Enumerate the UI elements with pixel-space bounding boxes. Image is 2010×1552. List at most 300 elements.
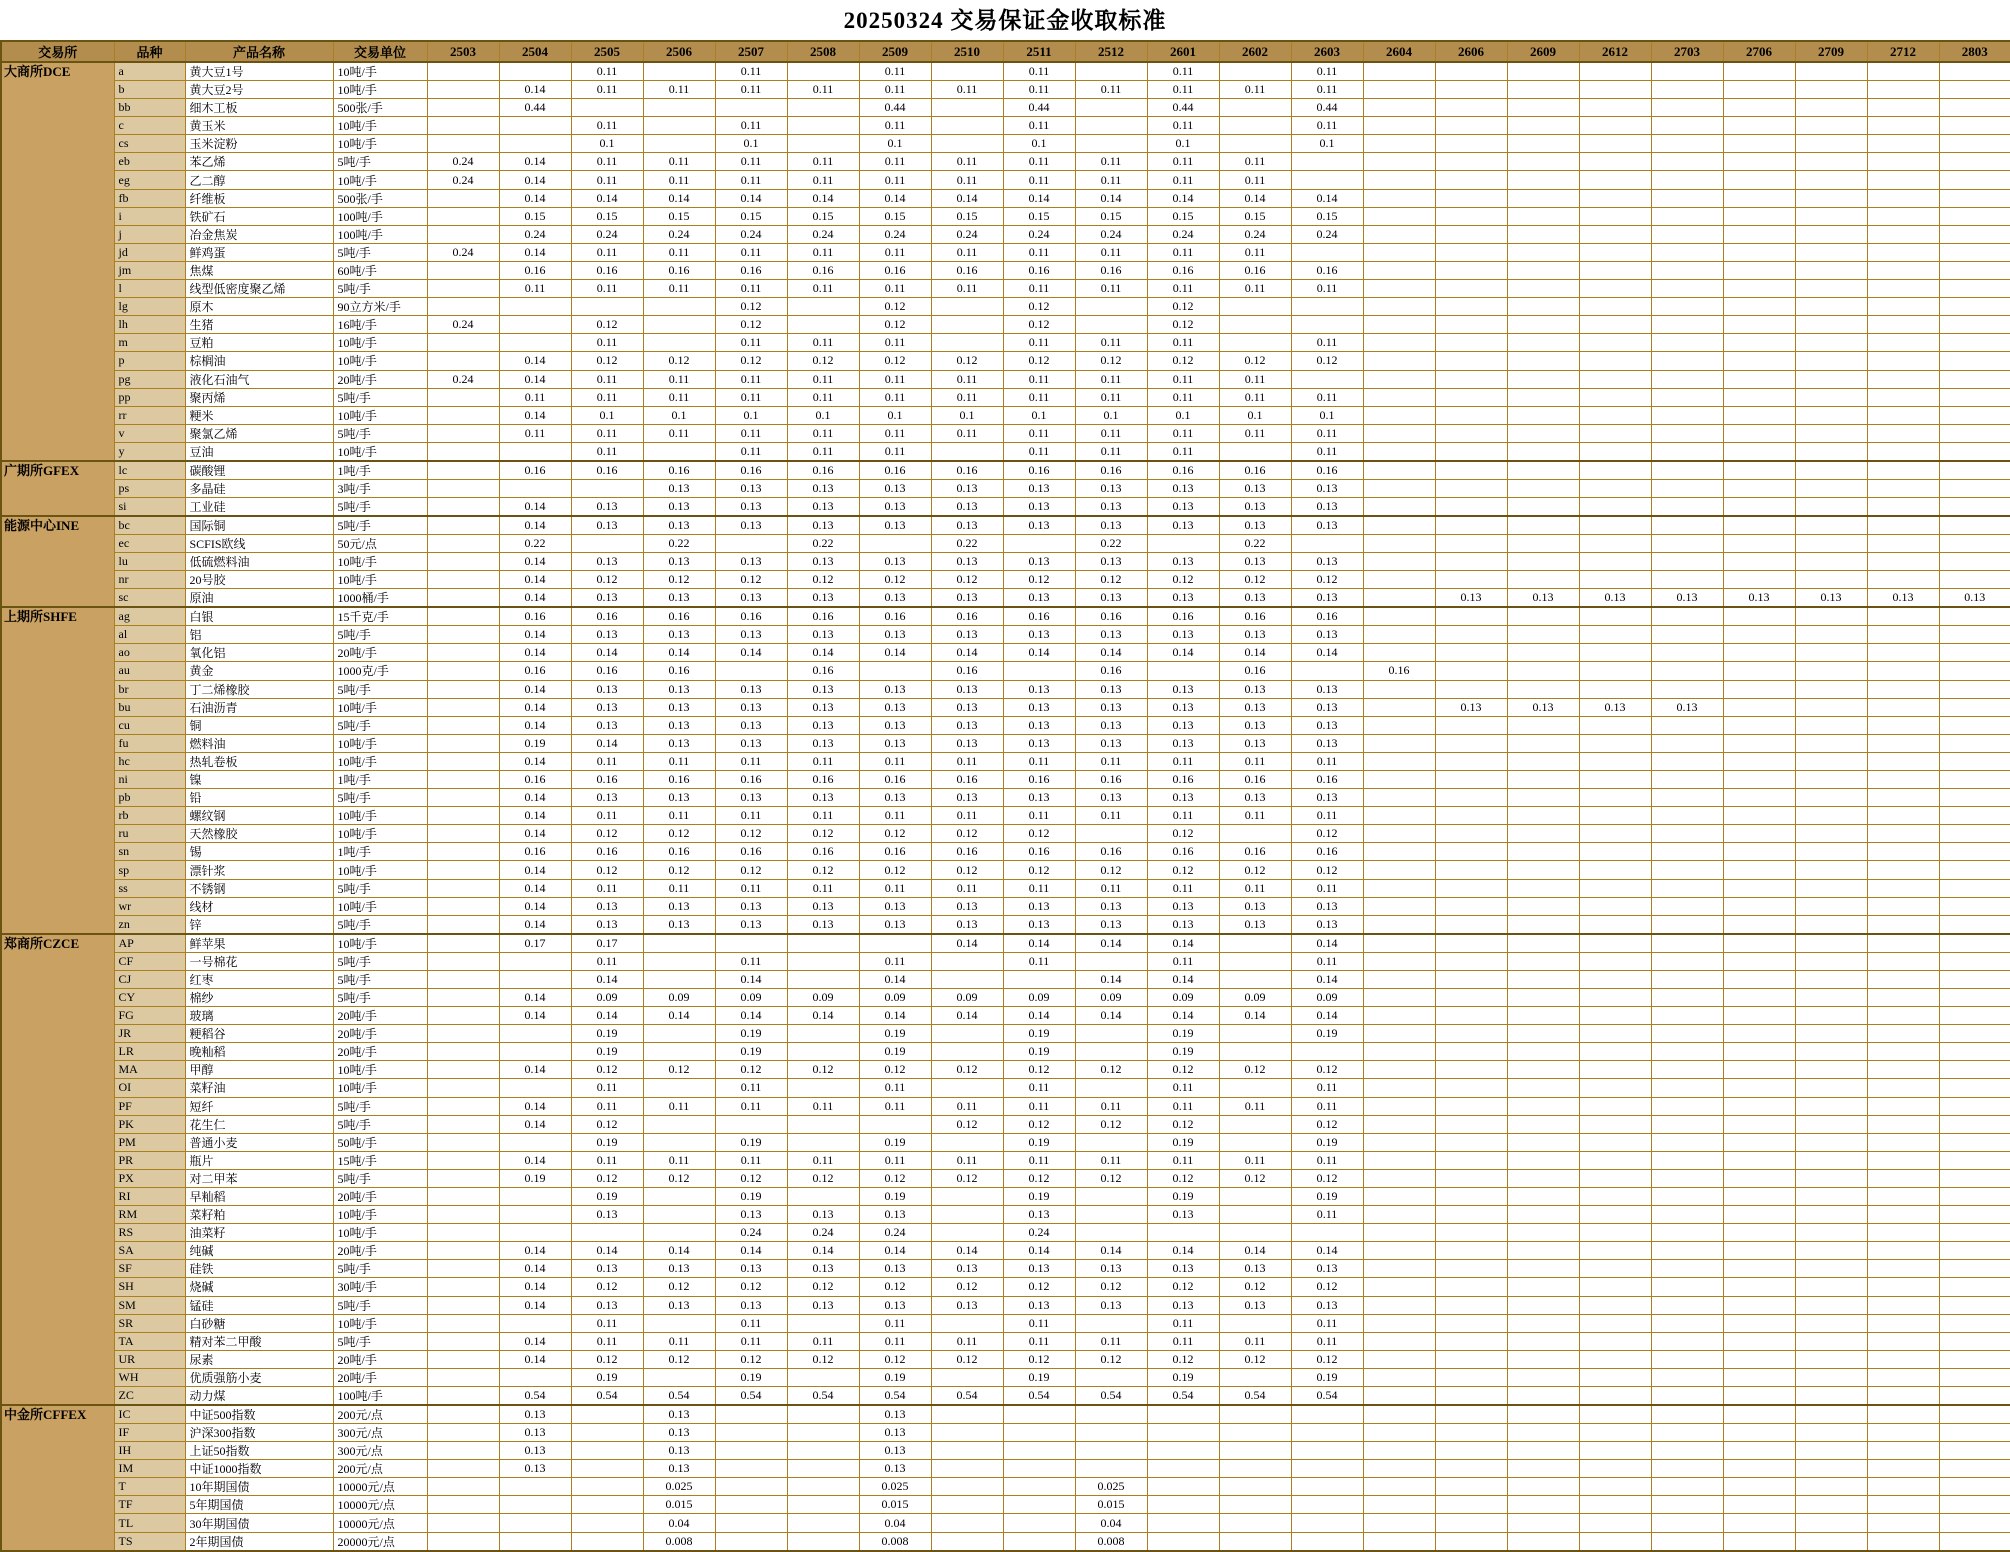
value-cell (1795, 680, 1867, 698)
value-cell (1867, 1296, 1939, 1314)
value-cell (1003, 1405, 1075, 1424)
unit-cell: 5吨/手 (333, 153, 427, 171)
value-cell: 0.11 (643, 388, 715, 406)
value-cell (1363, 516, 1435, 535)
value-cell: 0.11 (859, 280, 931, 298)
value-cell (1507, 1242, 1579, 1260)
value-cell (571, 1405, 643, 1424)
value-cell (1579, 1242, 1651, 1260)
value-cell (427, 789, 499, 807)
value-cell (1651, 825, 1723, 843)
value-cell (931, 316, 1003, 334)
value-cell (1867, 1332, 1939, 1350)
value-cell (1579, 1442, 1651, 1460)
value-cell: 0.1 (715, 135, 787, 153)
value-cell: 0.13 (1003, 698, 1075, 716)
value-cell (787, 1424, 859, 1442)
value-cell (1723, 1025, 1795, 1043)
value-cell (1723, 1260, 1795, 1278)
value-cell (1939, 644, 2010, 662)
value-cell (1363, 1115, 1435, 1133)
value-cell: 0.12 (787, 1169, 859, 1187)
value-cell (931, 1043, 1003, 1061)
value-cell: 0.16 (571, 771, 643, 789)
value-cell (1795, 171, 1867, 189)
value-cell (1867, 897, 1939, 915)
value-cell (1795, 1061, 1867, 1079)
value-cell (1939, 225, 2010, 243)
value-cell: 0.12 (859, 1350, 931, 1368)
value-cell: 0.11 (1219, 752, 1291, 770)
value-cell (1435, 716, 1507, 734)
value-cell: 0.22 (1219, 534, 1291, 552)
value-cell (1795, 807, 1867, 825)
value-cell (643, 117, 715, 135)
value-cell (1507, 1025, 1579, 1043)
value-cell: 0.16 (1219, 771, 1291, 789)
value-cell (1363, 1478, 1435, 1496)
value-cell: 0.14 (715, 189, 787, 207)
value-cell (1867, 243, 1939, 261)
value-cell (1723, 1206, 1795, 1224)
value-cell: 0.04 (859, 1514, 931, 1532)
value-cell (1939, 988, 2010, 1006)
value-cell: 0.11 (1003, 334, 1075, 352)
value-cell: 0.14 (499, 1151, 571, 1169)
value-cell: 0.14 (787, 189, 859, 207)
table-row (1, 479, 2010, 497)
value-cell: 0.13 (1003, 497, 1075, 516)
unit-cell: 60吨/手 (333, 261, 427, 279)
value-cell (1435, 789, 1507, 807)
value-cell (1939, 626, 2010, 644)
value-cell (1651, 915, 1723, 934)
value-cell (1651, 1169, 1723, 1187)
value-cell (1723, 442, 1795, 461)
code-cell: ag (114, 607, 185, 626)
value-cell: 0.14 (931, 644, 1003, 662)
value-cell: 0.11 (1003, 280, 1075, 298)
value-cell: 0.13 (1003, 626, 1075, 644)
value-cell: 0.12 (1147, 298, 1219, 316)
unit-cell: 5吨/手 (333, 789, 427, 807)
value-cell (1939, 334, 2010, 352)
value-cell: 0.19 (859, 1025, 931, 1043)
value-cell (1723, 752, 1795, 770)
value-cell: 0.11 (1075, 1151, 1147, 1169)
code-cell: WH (114, 1368, 185, 1386)
value-cell (715, 1424, 787, 1442)
value-cell (1075, 1424, 1147, 1442)
code-cell: lg (114, 298, 185, 316)
value-cell (1579, 117, 1651, 135)
value-cell (499, 1496, 571, 1514)
value-cell (1507, 1224, 1579, 1242)
value-cell (1651, 861, 1723, 879)
value-cell: 0.13 (859, 1405, 931, 1424)
value-cell: 0.16 (787, 843, 859, 861)
value-cell: 0.13 (1795, 589, 1867, 608)
value-cell (1795, 370, 1867, 388)
table-row (1, 571, 2010, 589)
value-cell: 0.14 (499, 644, 571, 662)
value-cell (427, 1387, 499, 1406)
unit-cell: 10吨/手 (333, 1061, 427, 1079)
table-row (1, 807, 2010, 825)
value-cell: 0.14 (499, 680, 571, 698)
value-cell (1795, 497, 1867, 516)
value-cell: 0.11 (1003, 62, 1075, 81)
value-cell (1867, 461, 1939, 480)
value-cell (1363, 607, 1435, 626)
value-cell (1579, 662, 1651, 680)
value-cell (427, 298, 499, 316)
value-cell (1579, 1332, 1651, 1350)
value-cell (1939, 135, 2010, 153)
value-cell (1363, 897, 1435, 915)
value-cell: 0.1 (1291, 135, 1363, 153)
value-cell: 0.13 (1219, 698, 1291, 716)
value-cell (1939, 553, 2010, 571)
value-cell (931, 1133, 1003, 1151)
product-cell: 白银 (185, 607, 333, 626)
value-cell (1219, 298, 1291, 316)
value-cell: 0.11 (1291, 117, 1363, 135)
value-cell: 0.13 (787, 680, 859, 698)
value-cell: 0.12 (787, 861, 859, 879)
value-cell: 0.19 (1147, 1368, 1219, 1386)
value-cell (1867, 479, 1939, 497)
value-cell: 0.12 (571, 1115, 643, 1133)
value-cell: 0.13 (715, 589, 787, 608)
value-cell: 0.11 (787, 280, 859, 298)
product-cell: 中证1000指数 (185, 1460, 333, 1478)
code-cell: lu (114, 553, 185, 571)
value-cell: 0.11 (1003, 171, 1075, 189)
value-cell: 0.12 (787, 1350, 859, 1368)
value-cell (1795, 243, 1867, 261)
value-cell (787, 1079, 859, 1097)
value-cell (1363, 861, 1435, 879)
value-cell (1939, 734, 2010, 752)
value-cell: 0.14 (499, 1097, 571, 1115)
value-cell: 0.13 (715, 789, 787, 807)
value-cell: 0.54 (1147, 1387, 1219, 1406)
code-cell: v (114, 424, 185, 442)
value-cell (1651, 153, 1723, 171)
value-cell: 0.13 (1219, 680, 1291, 698)
value-cell: 0.44 (1291, 99, 1363, 117)
value-cell: 0.12 (859, 571, 931, 589)
code-cell: TL (114, 1514, 185, 1532)
value-cell (1795, 1460, 1867, 1478)
value-cell: 0.14 (1075, 644, 1147, 662)
value-cell (499, 1314, 571, 1332)
value-cell: 0.14 (1147, 934, 1219, 953)
value-cell: 0.14 (499, 716, 571, 734)
value-cell (787, 117, 859, 135)
product-cell: 优质强筋小麦 (185, 1368, 333, 1386)
value-cell: 0.14 (1075, 970, 1147, 988)
value-cell (1507, 789, 1579, 807)
value-cell: 0.025 (1075, 1478, 1147, 1496)
value-cell (1795, 644, 1867, 662)
value-cell (1651, 789, 1723, 807)
table-row (1, 1025, 2010, 1043)
unit-cell: 20吨/手 (333, 1025, 427, 1043)
value-cell: 0.04 (643, 1514, 715, 1532)
value-cell: 0.14 (1075, 1007, 1147, 1025)
table-row (1, 1442, 2010, 1460)
value-cell: 0.13 (931, 497, 1003, 516)
value-cell (1435, 952, 1507, 970)
value-cell (1507, 1496, 1579, 1514)
value-cell: 0.11 (643, 81, 715, 99)
code-cell: eg (114, 171, 185, 189)
value-cell: 0.11 (787, 752, 859, 770)
code-cell: fb (114, 189, 185, 207)
value-cell: 0.11 (1147, 442, 1219, 461)
value-cell: 0.13 (499, 1424, 571, 1442)
value-cell (427, 534, 499, 552)
value-cell: 0.16 (1147, 843, 1219, 861)
value-cell: 0.16 (499, 662, 571, 680)
value-cell (571, 298, 643, 316)
code-cell: T (114, 1478, 185, 1496)
product-cell: 铜 (185, 716, 333, 734)
value-cell: 0.19 (571, 1187, 643, 1205)
table-row (1, 1007, 2010, 1025)
product-cell: 黄大豆2号 (185, 81, 333, 99)
value-cell: 0.24 (427, 243, 499, 261)
value-cell: 0.14 (499, 1278, 571, 1296)
value-cell (1939, 680, 2010, 698)
value-cell: 0.14 (715, 644, 787, 662)
value-cell (1291, 298, 1363, 316)
value-cell (787, 1532, 859, 1551)
value-cell: 0.13 (1219, 589, 1291, 608)
value-cell (715, 99, 787, 117)
value-cell (1435, 1133, 1507, 1151)
value-cell (1723, 99, 1795, 117)
value-cell: 0.12 (1291, 1278, 1363, 1296)
value-cell: 0.13 (571, 716, 643, 734)
value-cell: 0.19 (859, 1187, 931, 1205)
value-cell: 0.14 (1291, 644, 1363, 662)
value-cell (1651, 62, 1723, 81)
value-cell: 0.17 (499, 934, 571, 953)
value-cell: 0.13 (715, 1296, 787, 1314)
table-row (1, 81, 2010, 99)
value-cell: 0.13 (859, 479, 931, 497)
value-cell: 0.16 (499, 461, 571, 480)
value-cell: 0.11 (571, 370, 643, 388)
value-cell (1435, 1115, 1507, 1133)
value-cell (1651, 406, 1723, 424)
product-cell: 20号胶 (185, 571, 333, 589)
value-cell (643, 99, 715, 117)
product-cell: 铅 (185, 789, 333, 807)
product-cell: 对二甲苯 (185, 1169, 333, 1187)
value-cell: 0.12 (931, 1169, 1003, 1187)
value-cell: 0.54 (643, 1387, 715, 1406)
value-cell (1363, 716, 1435, 734)
code-cell: PK (114, 1115, 185, 1133)
table-row (1, 1496, 2010, 1514)
value-cell (1435, 607, 1507, 626)
value-cell: 0.16 (931, 261, 1003, 279)
value-cell: 0.16 (1291, 771, 1363, 789)
value-cell (1507, 1332, 1579, 1350)
value-cell: 0.13 (1219, 734, 1291, 752)
value-cell: 0.09 (715, 988, 787, 1006)
table-row (1, 442, 2010, 461)
unit-cell: 5吨/手 (333, 243, 427, 261)
value-cell: 0.11 (859, 171, 931, 189)
value-cell (1507, 716, 1579, 734)
value-cell (499, 442, 571, 461)
value-cell: 0.13 (643, 1405, 715, 1424)
value-cell: 0.13 (931, 516, 1003, 535)
value-cell: 0.1 (1147, 135, 1219, 153)
value-cell (1795, 1405, 1867, 1424)
value-cell: 0.54 (1291, 1387, 1363, 1406)
value-cell (1435, 915, 1507, 934)
value-cell: 0.14 (499, 1061, 571, 1079)
product-cell: 热轧卷板 (185, 752, 333, 770)
value-cell: 0.12 (715, 825, 787, 843)
value-cell: 0.15 (715, 207, 787, 225)
value-cell (931, 1460, 1003, 1478)
code-cell: rr (114, 406, 185, 424)
value-cell (1579, 1478, 1651, 1496)
value-cell: 0.13 (1075, 553, 1147, 571)
value-cell: 0.14 (859, 644, 931, 662)
code-cell: bb (114, 99, 185, 117)
value-cell (1939, 1061, 2010, 1079)
code-cell: MA (114, 1061, 185, 1079)
value-cell (1795, 789, 1867, 807)
value-cell (1507, 1514, 1579, 1532)
value-cell (1939, 1424, 2010, 1442)
value-cell (1435, 970, 1507, 988)
value-cell (1075, 135, 1147, 153)
value-cell: 0.12 (1291, 1061, 1363, 1079)
product-cell: 锡 (185, 843, 333, 861)
value-cell: 0.11 (787, 424, 859, 442)
value-cell (1867, 825, 1939, 843)
value-cell (1363, 952, 1435, 970)
value-cell: 0.15 (1291, 207, 1363, 225)
value-cell: 0.13 (1075, 516, 1147, 535)
value-cell: 0.008 (643, 1532, 715, 1551)
value-cell: 0.13 (1003, 516, 1075, 535)
value-cell (1363, 1260, 1435, 1278)
value-cell: 0.13 (1723, 589, 1795, 608)
value-cell (1795, 1169, 1867, 1187)
product-cell: 铁矿石 (185, 207, 333, 225)
value-cell (1435, 370, 1507, 388)
value-cell: 0.11 (1003, 442, 1075, 461)
value-cell (1579, 442, 1651, 461)
value-cell (1579, 789, 1651, 807)
value-cell: 0.11 (1003, 1079, 1075, 1097)
value-cell (1651, 171, 1723, 189)
value-cell: 0.16 (859, 771, 931, 789)
value-cell: 0.11 (571, 1097, 643, 1115)
product-cell: 原木 (185, 298, 333, 316)
value-cell: 0.1 (715, 406, 787, 424)
value-cell: 0.14 (643, 1242, 715, 1260)
value-cell (1579, 99, 1651, 117)
value-cell (1795, 225, 1867, 243)
value-cell (643, 1115, 715, 1133)
unit-cell: 5吨/手 (333, 680, 427, 698)
value-cell (787, 135, 859, 153)
value-cell: 0.13 (1147, 680, 1219, 698)
table-row (1, 1387, 2010, 1406)
value-cell: 0.09 (787, 988, 859, 1006)
value-cell (1579, 807, 1651, 825)
value-cell (1507, 1043, 1579, 1061)
value-cell (1651, 897, 1723, 915)
value-cell (1867, 1460, 1939, 1478)
value-cell (1579, 207, 1651, 225)
value-cell (1579, 571, 1651, 589)
value-cell (1723, 479, 1795, 497)
value-cell (1507, 442, 1579, 461)
value-cell (1363, 1387, 1435, 1406)
value-cell (499, 316, 571, 334)
value-cell: 0.13 (859, 589, 931, 608)
value-cell: 0.13 (499, 1442, 571, 1460)
value-cell: 0.12 (715, 861, 787, 879)
value-cell: 0.16 (571, 662, 643, 680)
value-cell (1939, 1405, 2010, 1424)
value-cell (1579, 843, 1651, 861)
value-cell: 0.13 (1003, 589, 1075, 608)
value-cell (499, 62, 571, 81)
value-cell (1507, 81, 1579, 99)
value-cell: 0.13 (1147, 589, 1219, 608)
product-cell: 花生仁 (185, 1115, 333, 1133)
table-row (1, 771, 2010, 789)
value-cell: 0.11 (1003, 1097, 1075, 1115)
value-cell: 0.1 (931, 406, 1003, 424)
value-cell: 0.12 (1003, 298, 1075, 316)
value-cell: 0.11 (1075, 370, 1147, 388)
value-cell: 0.12 (931, 1061, 1003, 1079)
value-cell (1507, 1442, 1579, 1460)
value-cell: 0.16 (931, 771, 1003, 789)
table-row (1, 1460, 2010, 1478)
unit-cell: 10吨/手 (333, 553, 427, 571)
value-cell: 0.11 (1147, 1097, 1219, 1115)
value-cell: 0.13 (571, 1206, 643, 1224)
value-cell: 0.13 (1003, 1260, 1075, 1278)
value-cell: 0.16 (643, 607, 715, 626)
value-cell (427, 680, 499, 698)
value-cell: 0.16 (1075, 771, 1147, 789)
value-cell: 0.11 (715, 1079, 787, 1097)
value-cell (1867, 316, 1939, 334)
value-cell (1003, 534, 1075, 552)
value-cell (1363, 1405, 1435, 1424)
code-cell: TS (114, 1532, 185, 1551)
value-cell (1723, 352, 1795, 370)
value-cell: 0.1 (1147, 406, 1219, 424)
value-cell (1363, 589, 1435, 608)
